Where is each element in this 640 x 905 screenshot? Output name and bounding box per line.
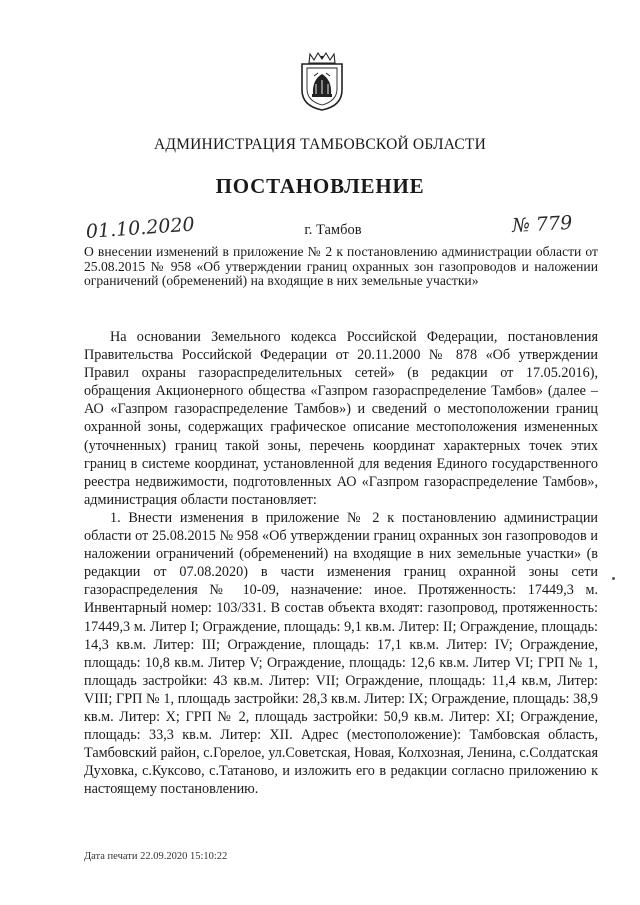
document-body — [84, 328, 598, 798]
handwritten-number: № 779 — [511, 211, 573, 237]
handwritten-date: 01.10.2020 — [85, 213, 196, 243]
document-type-title: ПОСТАНОВЛЕНИЕ — [215, 174, 425, 198]
organization-title: АДМИНИСТРАЦИЯ ТАМБОВСКОЙ ОБЛАСТИ — [154, 136, 486, 153]
item-1-paragraph: 1. Внести изменения в приложение № 2 к постановлению администрации области от 25.08.2015 № 958 «Об утверждении границ охранных зон газопроводов и наложении ограничений (обременений) на входящие в них земельные участки» (в редакции от 07.08.2020) в части изменения границ охранной зоны сети газораспределения № 10-09, назначение: иное. Протяженность: 17449,3 м. Инвентарный номер: 103/331. В состав объекта входят: газопровод, протяженность: 17449,3 м. Литер I; Ограждение, площадь: 9,1 кв.м. Литер: II; Ограждение, площадь: 14,3 кв.м. Литер: III; Ограждение, площадь: 17,1 кв.м. Литер: IV; Ограждение, площадь: 10,8 кв.м. Литер V; Ограждение, площадь: 12,6 кв.м. Литер VI; ГРП № 1, площадь застройки: 43 кв.м. Литер: VII; Ограждение, площадь: 11,4 кв.м, Литер: VIII; ГРП № 1, площадь застройки: 28,3 кв.м. Литер: IX; Ограждение, площадь: 38,9 кв.м. Литер: X; ГРП № 2, площадь застройки: 50,9 кв.м. Литер: XI; Ограждение, площадь: 33,3 кв.м. Литер: XII. Адрес (местоположение): Тамбовская область, Тамбовский район, с.Горелое, ул.Советская, Новая, Колхозная, Ленина, с.Солдатская Духовка, с.Куксово, с.Татаново, и изложить его в редакции согласно приложению к настоящему постановлению. — [84, 509, 598, 798]
print-date-footer: Дата печати 22.09.2020 15:10:22 — [84, 851, 228, 862]
document-subject: О внесении изменений в приложение № 2 к постановлению администрации области от 25.08.2015 № 958 «Об утверждении границ охранных зон газопроводов и наложении ограничений (обременений) на входящие в них земельные участки» — [84, 244, 598, 288]
city-label: г. Тамбов — [304, 222, 362, 238]
scan-speck — [612, 577, 615, 580]
coat-of-arms-emblem — [298, 50, 346, 112]
preamble-paragraph: На основании Земельного кодекса Российской Федерации, постановления Правительства Российской Федерации от 20.11.2000 № 878 «Об утверждении Правил охраны газораспределительных сетей» (в редакции от 17.05.2016), обращения Акционерного общества «Газпром газораспределение Тамбов» (далее – АО «Газпром газораспределение Тамбов») и сведений о местоположении границ охранной зоны, содержащих графическое описание местоположения измененных (уточненных) границ такой зоны, перечень координат характерных точек этих границ в системе координат, установленной для ведения Единого государственного реестра недвижимости, подготовленных АО «Газпром газораспределение Тамбов», администрация области постановляет: — [84, 329, 598, 508]
